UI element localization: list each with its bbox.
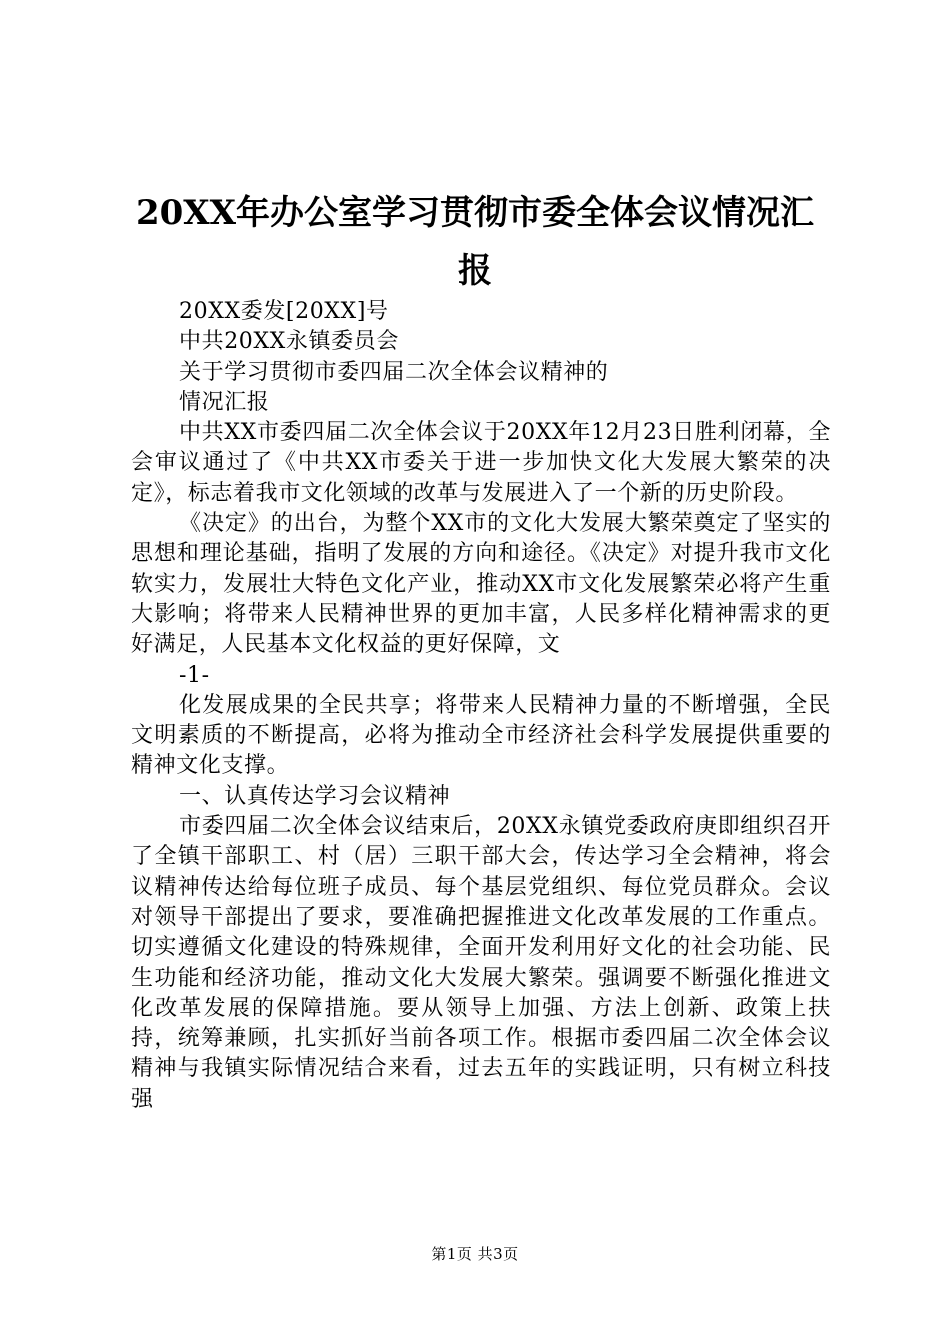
document-issuer: 中共20XX永镇委员会 — [179, 329, 399, 355]
document-title-line-1: 20XX年办公室学习贯彻市委全体会议情况汇 — [135, 193, 815, 233]
document-title-line-2: 报 — [458, 251, 492, 291]
section-heading: 一、认真传达学习会议精神 — [179, 783, 451, 809]
inline-page-marker: -1- — [179, 662, 210, 688]
body-paragraph: 《决定》的出台，为整个XX市的文化大发展大繁荣奠定了坚实的思想和理论基础，指明了发展的方向和途径。《决定》对提升我市文化软实力，发展壮大特色文化产业，推动XX市文化发展繁荣必将产生重大影响；将带来人民精神世界的更加丰富，人民多样化精神需求的更好满足，人民基本文化权益的更好保障，文 — [131, 511, 831, 658]
body-paragraph: 化发展成果的全民共享；将带来人民精神力量的不断增强，全民文明素质的不断提高，必将为推动全市经济社会科学发展提供重要的精神文化支撑。 — [131, 692, 831, 779]
page-footer: 第1页 共3页 — [431, 1245, 519, 1263]
document-body — [131, 297, 831, 1115]
document-number: 20XX委发[20XX]号 — [179, 299, 389, 324]
document-subject-line-1: 关于学习贯彻市委四届二次全体会议精神的 — [179, 359, 609, 385]
body-paragraph: 中共XX市委四届二次全体会议于20XX年12月23日胜利闭幕，全会审议通过了《中共XX市委关于进一步加快文化大发展大繁荣的决定》，标志着我市文化领域的改革与发展进入了一个新的历史阶段。 — [131, 420, 831, 506]
document-subject-line-2: 情况汇报 — [179, 389, 270, 415]
body-paragraph: 市委四届二次全体会议结束后，20XX永镇党委政府庚即组织召开了全镇干部职工、村（居）三职干部大会，传达学习全会精神，将会议精神传达给每位班子成员、每个基层党组织、每位党员群众。会议对领导干部提出了要求，要准确把握推进文化改革发展的工作重点。切实遵循文化建设的特殊规律，全面开发利用好文化的社会功能、民生功能和经济功能，推动文化大发展大繁荣。强调要不断强化推进文化改革发展的保障措施。要从领导上加强、方法上创新、政策上扶持，统筹兼顾，扎实抓好当前各项工作。根据市委四届二次全体会议精神与我镇实际情况结合来看，过去五年的实践证明，只有树立科技强 — [131, 814, 831, 1112]
